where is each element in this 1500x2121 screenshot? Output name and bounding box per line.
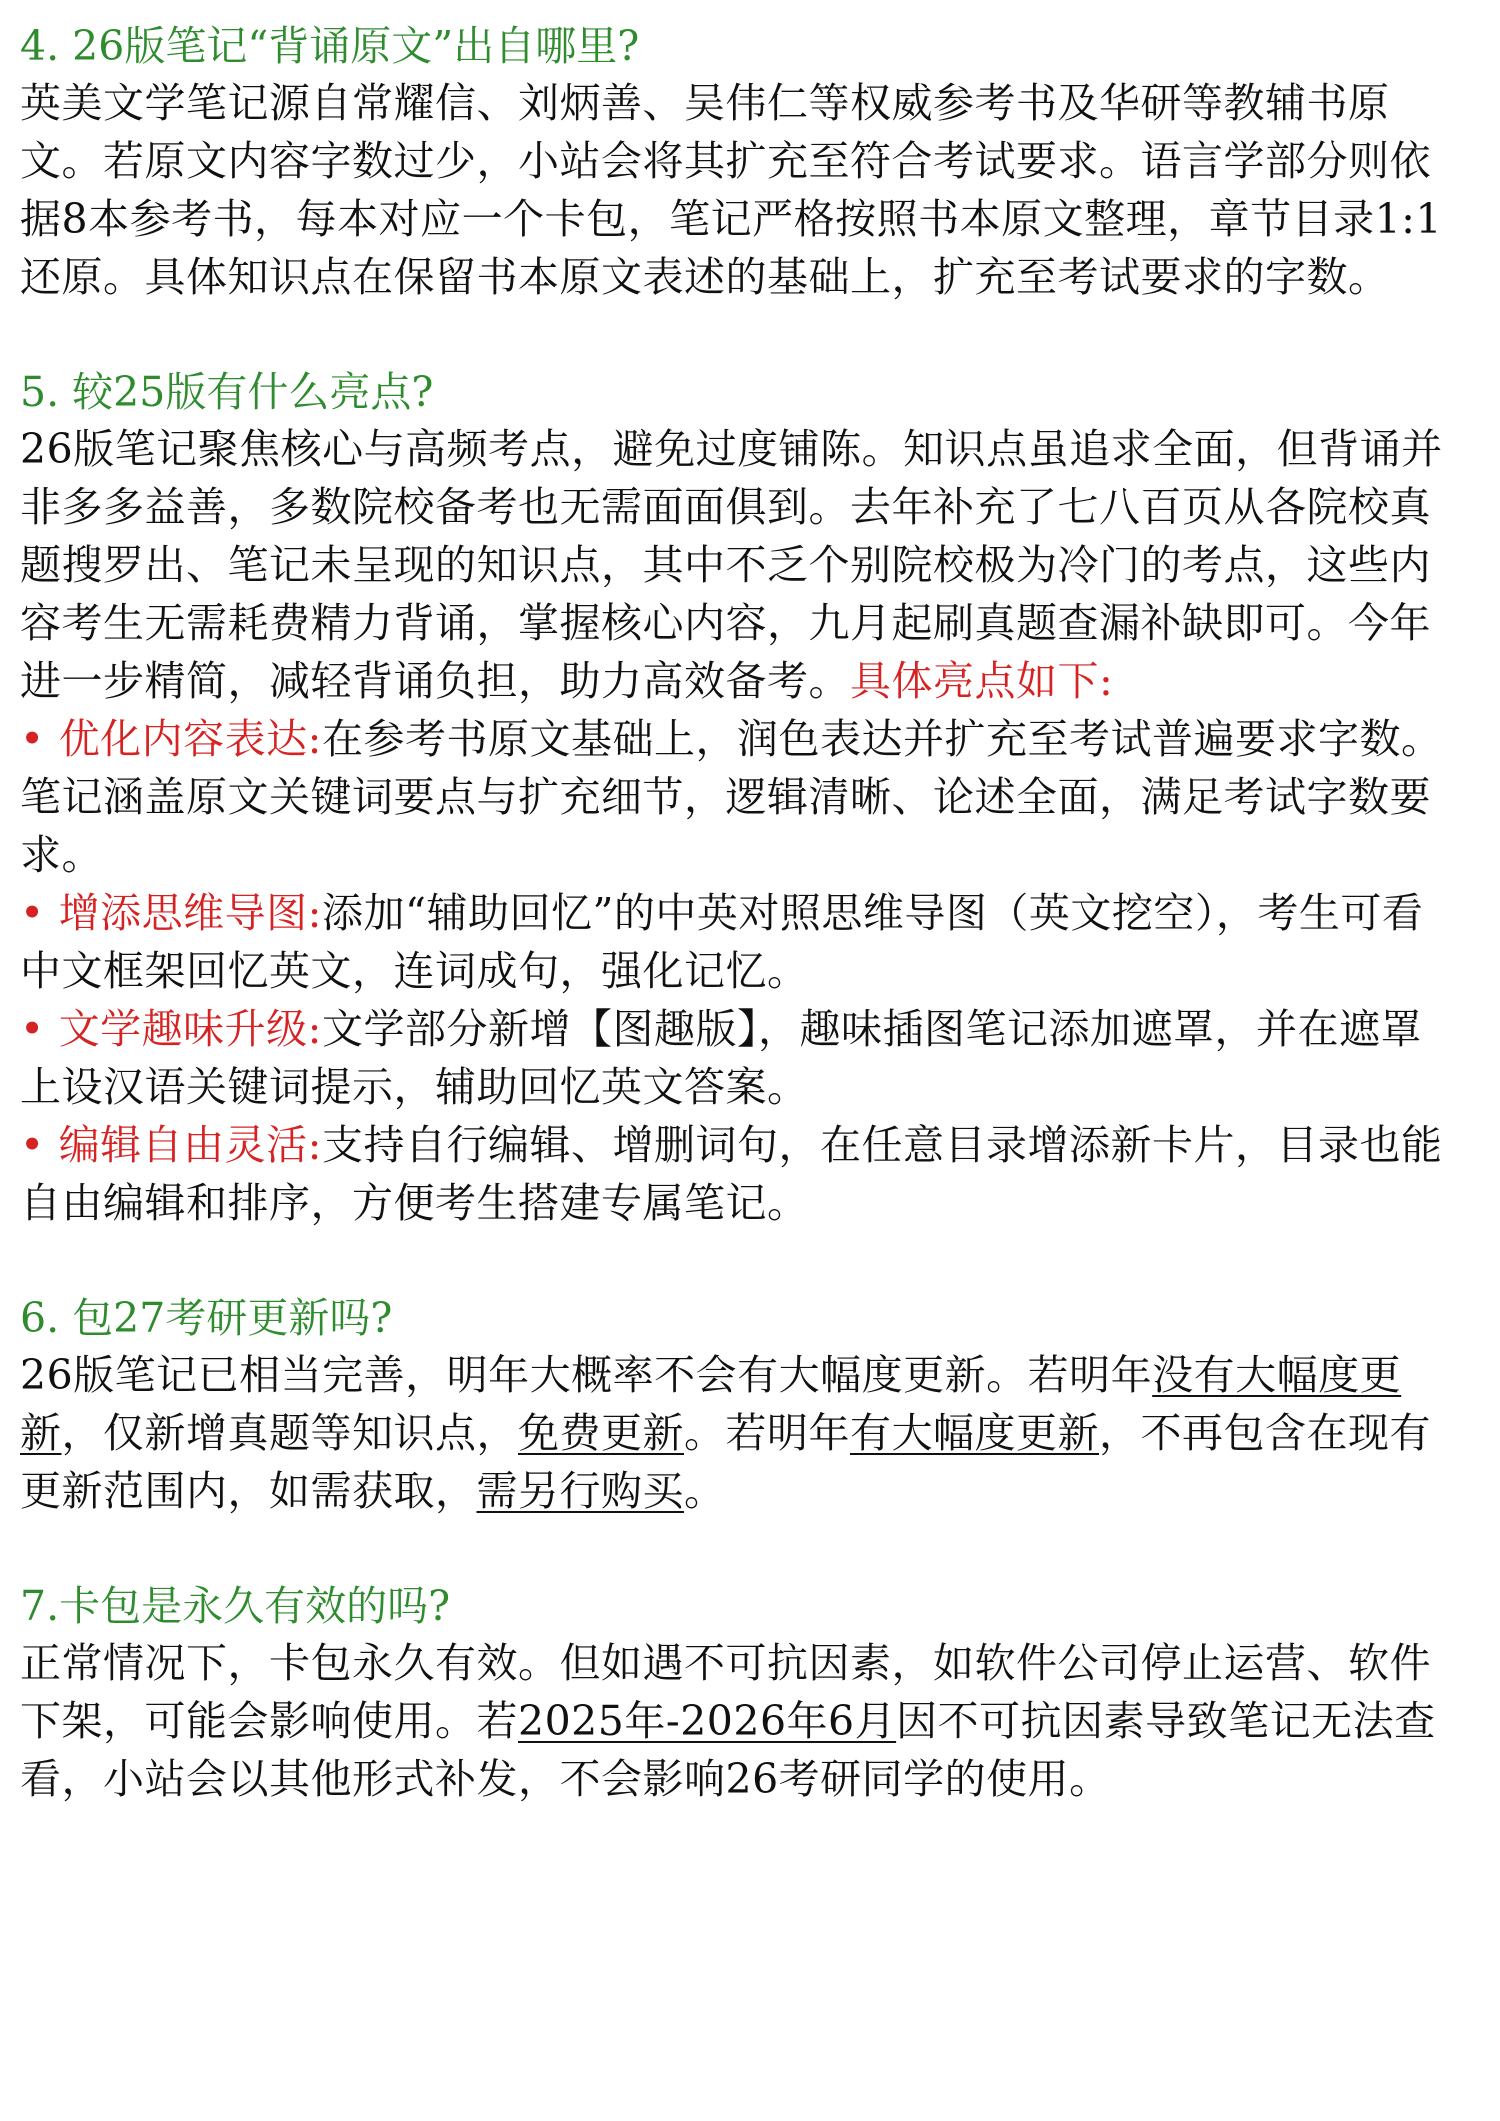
section-5-heading: 5. 较25版有什么亮点? [20,368,434,416]
bullet-item [20,884,1460,1000]
text-run: ，仅新增真题等知识点， [61,1409,518,1457]
section-5-body [20,420,1460,710]
section-6 [20,1290,1460,1520]
bullet-title: 优化内容表达: [58,715,323,763]
section-7-body [20,1634,1460,1808]
underlined-text: 需另行购买 [476,1467,684,1515]
bullet-dot: • [20,1121,45,1169]
highlight-intro: 具体亮点如下: [850,657,1114,705]
text-run: 因不可抗因素导致笔记无法查看，小站会以其他形式补发，不会影响26考研同学的使用。 [20,1697,1436,1803]
bullet-item [20,1116,1460,1232]
text-run: 正常情况下，卡包永久有效。但如遇不可抗因素，如软件公司停止运营、软件下架，可能会影响使用。若 [20,1639,1431,1745]
bullet-title: 增添思维导图: [58,889,323,937]
bullet-text: 支持自行编辑、增删词句，在任意目录增添新卡片，目录也能自由编辑和排序，方便考生搭建专属笔记。 [20,1121,1443,1227]
bullet-dot: • [20,1005,45,1053]
section-7 [20,1578,1460,1808]
section-6-body [20,1346,1460,1520]
section-4 [20,18,1460,306]
section-4-body: 英美文学笔记源自常耀信、刘炳善、吴伟仁等权威参考书及华研等教辅书原文。若原文内容字数过少，小站会将其扩充至符合考试要求。语言学部分则依据8本参考书，每本对应一个卡包，笔记严格按照书本原文整理，章节目录1:1还原。具体知识点在保留书本原文表述的基础上，扩充至考试要求的字数。 [20,79,1443,301]
underlined-text: 2025年-2026年6月 [518,1697,897,1745]
bullet-title: 文学趣味升级: [58,1005,323,1053]
text-run: 。若明年 [684,1409,850,1457]
underlined-text: 免费更新 [518,1409,684,1457]
text-run: 26版笔记已相当完善，明年大概率不会有大幅度更新。若明年 [20,1351,1153,1399]
bullet-text: 文学部分新增【图趣版】，趣味插图笔记添加遮罩，并在遮罩上设汉语关键词提示，辅助回忆英文答案。 [20,1005,1423,1111]
bullet-item [20,710,1460,884]
bullet-dot: • [20,889,45,937]
bullet-text: 添加“辅助回忆”的中英对照思维导图（英文挖空），考生可看中文框架回忆英文，连词成句，强化记忆。 [20,889,1424,995]
document-page [20,18,1460,1866]
bullet-dot: • [20,715,45,763]
section-4-heading: 4. 26版笔记“背诵原文”出自哪里? [20,22,640,70]
underlined-text: 没有大幅度更新 [20,1351,1402,1457]
text-run: ，不再包含在现有更新范围内，如需获取， [20,1409,1431,1515]
bullet-text: 在参考书原文基础上，润色表达并扩充至考试普遍要求字数。笔记涵盖原文关键词要点与扩充细节，逻辑清晰、论述全面，满足考试字数要求。 [20,715,1443,879]
section-6-heading: 6. 包27考研更新吗? [20,1294,393,1342]
section-5 [20,364,1460,1232]
bullet-item [20,1000,1460,1116]
underlined-text: 有大幅度更新 [850,1409,1099,1457]
section-5-body-text: 26版笔记聚焦核心与高频考点，避免过度铺陈。知识点虽追求全面，但背诵并非多多益善，多数院校备考也无需面面俱到。去年补充了七八百页从各院校真题搜罗出、笔记未呈现的知识点，其中不乏个别院校极为冷门的考点，这些内容考生无需耗费精力背诵，掌握核心内容，九月起刷真题查漏补缺即可。今年进一步精简，减轻背诵负担，助力高效备考。 [20,425,1443,705]
section-7-heading: 7.卡包是永久有效的吗? [20,1582,451,1630]
text-run: 。 [684,1467,726,1515]
bullet-title: 编辑自由灵活: [58,1121,323,1169]
